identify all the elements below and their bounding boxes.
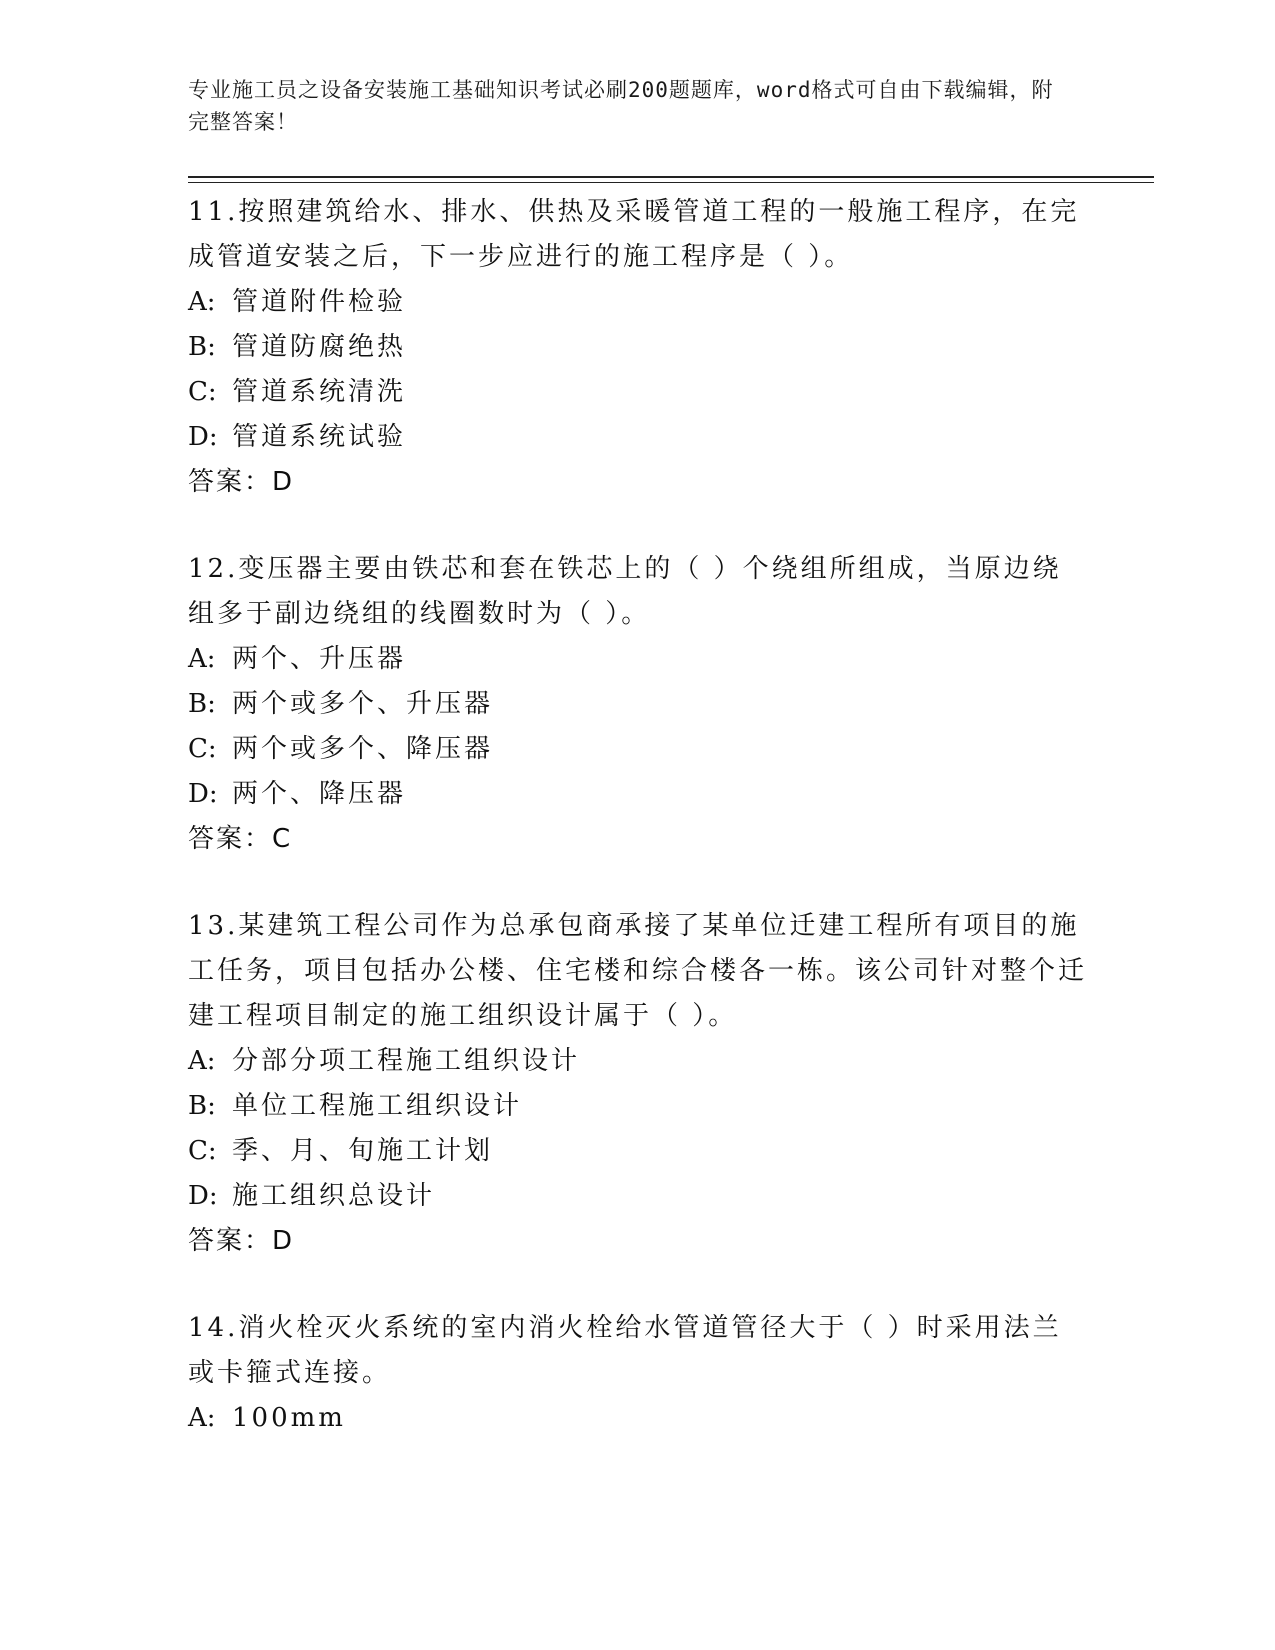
header-divider-thin	[188, 182, 1154, 183]
option-key: C:	[188, 1136, 217, 1166]
option-key: A:	[188, 287, 216, 317]
option-key: C:	[188, 377, 217, 407]
option-text: 两个或多个、降压器	[232, 734, 494, 764]
option-a	[188, 1396, 1088, 1441]
option-key: A:	[188, 1403, 216, 1433]
option-b	[188, 1084, 1088, 1129]
option-b	[188, 682, 1088, 727]
question-list	[188, 190, 1088, 1483]
option-d	[188, 415, 1088, 460]
option-key: C:	[188, 734, 217, 764]
header-divider-thick	[188, 176, 1154, 178]
option-key: B:	[188, 332, 216, 362]
option-a	[188, 637, 1088, 682]
option-text: 单位工程施工组织设计	[232, 1091, 523, 1121]
question-14	[188, 1306, 1088, 1441]
answer-line: 答案：D	[188, 1226, 295, 1256]
answer-line: 答案：C	[188, 824, 293, 854]
question-stem: 13.某建筑工程公司作为总承包商承接了某单位迁建工程所有项目的施工任务，项目包括办公楼、住宅楼和综合楼各一栋。该公司针对整个迁建工程项目制定的施工组织设计属于（ ）。	[188, 911, 1088, 1031]
option-c	[188, 727, 1088, 772]
option-a	[188, 1039, 1088, 1084]
option-d	[188, 772, 1088, 817]
option-key: D:	[188, 779, 218, 809]
option-text: 施工组织总设计	[232, 1181, 436, 1211]
option-text: 管道防腐绝热	[232, 332, 407, 362]
option-key: A:	[188, 644, 216, 674]
option-c	[188, 370, 1088, 415]
option-a	[188, 280, 1088, 325]
question-stem: 14.消火栓灭火系统的室内消火栓给水管道管径大于（ ）时采用法兰或卡箍式连接。	[188, 1313, 1062, 1388]
option-text: 两个或多个、升压器	[232, 689, 494, 719]
option-key: D:	[188, 422, 218, 452]
option-text: 管道系统清洗	[232, 377, 407, 407]
document-header: 专业施工员之设备安装施工基础知识考试必刷200题题库，word格式可自由下载编辑，附完整答案！	[188, 78, 1054, 134]
option-key: B:	[188, 689, 216, 719]
option-key: A:	[188, 1046, 216, 1076]
option-b	[188, 325, 1088, 370]
question-13	[188, 904, 1088, 1264]
option-d	[188, 1174, 1088, 1219]
question-stem: 12.变压器主要由铁芯和套在铁芯上的（ ）个绕组所组成，当原边绕组多于副边绕组的线圈数时为（ ）。	[188, 554, 1062, 629]
question-stem: 11.按照建筑给水、排水、供热及采暖管道工程的一般施工程序，在完成管道安装之后，下一步应进行的施工程序是（ ）。	[188, 197, 1080, 272]
option-key: B:	[188, 1091, 216, 1121]
option-text: 季、月、旬施工计划	[232, 1136, 494, 1166]
option-text: 两个、降压器	[232, 779, 407, 809]
question-12	[188, 547, 1088, 862]
option-text: 两个、升压器	[232, 644, 407, 674]
answer-line: 答案：D	[188, 467, 295, 497]
option-c	[188, 1129, 1088, 1174]
option-text: 分部分项工程施工组织设计	[232, 1046, 581, 1076]
option-key: D:	[188, 1181, 218, 1211]
question-11	[188, 190, 1088, 505]
option-text: 管道系统试验	[232, 422, 407, 452]
option-text: 管道附件检验	[232, 287, 407, 317]
option-text: 100mm	[232, 1403, 346, 1433]
